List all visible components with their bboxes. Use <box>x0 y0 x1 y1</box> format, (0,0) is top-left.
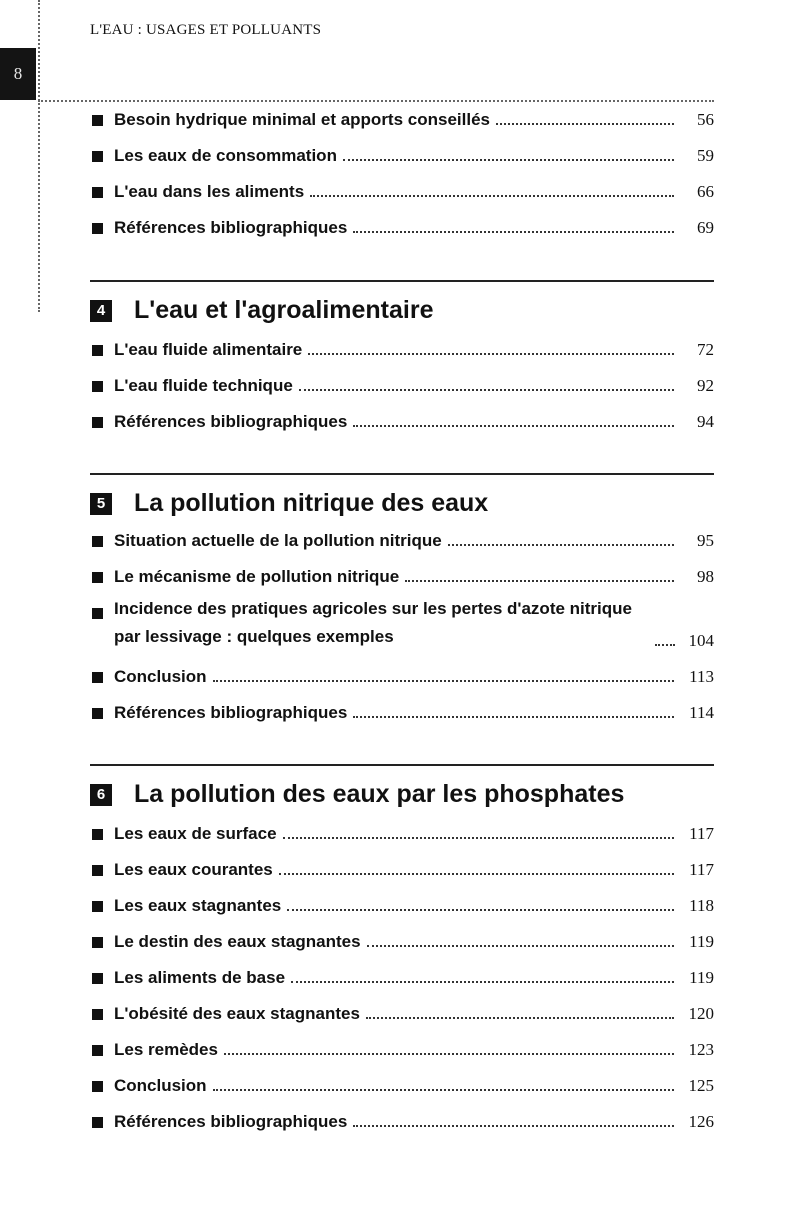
toc-entry-page: 120 <box>688 1004 714 1023</box>
dot-leader <box>353 425 674 427</box>
dot-leader <box>655 644 675 646</box>
dot-leader <box>353 716 674 718</box>
dot-leader <box>224 1053 674 1055</box>
toc-entry[interactable] <box>90 850 714 886</box>
toc-entry[interactable] <box>90 1066 714 1102</box>
toc-entry-label: Situation actuelle de la pollution nitrique <box>114 531 442 550</box>
dot-leader <box>366 1017 674 1019</box>
dot-leader <box>283 837 674 839</box>
toc-entry-label: Les eaux de surface <box>114 824 277 843</box>
toc-entry-page: 118 <box>689 896 714 915</box>
toc-entry-page: 69 <box>697 218 714 237</box>
bullet-square-icon <box>92 1045 103 1056</box>
toc-entry-page: 72 <box>697 340 714 359</box>
dot-leader <box>213 1089 674 1091</box>
toc-entry-page: 98 <box>697 567 714 586</box>
bullet-square-icon <box>92 417 103 428</box>
chapter-number-badge: 6 <box>90 784 112 806</box>
page-number-tab: 8 <box>0 48 36 100</box>
dot-leader <box>287 909 674 911</box>
toc-entry-label: L'obésité des eaux stagnantes <box>114 1004 360 1023</box>
bullet-square-icon <box>92 536 103 547</box>
toc-entry[interactable] <box>90 366 714 402</box>
dot-leader <box>343 159 674 161</box>
toc-chapter-5 <box>90 521 714 729</box>
chapter-number-badge: 4 <box>90 300 112 322</box>
toc-entry-label: Incidence des pratiques agricoles sur les pertes d'azote nitrique par lessivage : quelques exemples <box>114 599 632 646</box>
toc-entry-page: 119 <box>689 932 714 951</box>
toc-entry[interactable] <box>90 886 714 922</box>
dot-leader <box>310 195 674 197</box>
dot-leader <box>353 231 674 233</box>
toc-entry-label: Références bibliographiques <box>114 218 348 237</box>
toc-entry-page: 92 <box>697 376 714 395</box>
bullet-square-icon <box>92 1117 103 1128</box>
bullet-square-icon <box>92 901 103 912</box>
chapter-6-heading[interactable] <box>90 764 714 809</box>
toc-entry-label: Références bibliographiques <box>114 412 348 431</box>
bullet-square-icon <box>92 608 103 619</box>
bullet-square-icon <box>92 865 103 876</box>
bullet-square-icon <box>92 223 103 234</box>
toc-entry[interactable] <box>90 402 714 438</box>
bullet-square-icon <box>92 115 103 126</box>
toc-entry-label: L'eau fluide technique <box>114 376 293 395</box>
bullet-square-icon <box>92 973 103 984</box>
running-header: L'EAU : USAGES ET POLLUANTS <box>90 22 322 38</box>
toc-entry-label: Les eaux stagnantes <box>114 896 282 915</box>
toc-entry-label: Le mécanisme de pollution nitrique <box>114 567 400 586</box>
dot-leader <box>496 123 674 125</box>
toc-entry-label: Les eaux courantes <box>114 860 273 879</box>
toc-entry-label: Conclusion <box>114 1076 207 1095</box>
toc-entry-page: 56 <box>697 110 714 129</box>
toc-entry-label: Références bibliographiques <box>114 703 348 722</box>
toc-entry[interactable] <box>90 136 714 172</box>
toc-entry[interactable] <box>90 208 714 244</box>
bullet-square-icon <box>92 829 103 840</box>
toc-entry-label: Les eaux de consommation <box>114 146 337 165</box>
toc-entry-page: 66 <box>697 182 714 201</box>
toc-entry-page: 126 <box>688 1112 714 1131</box>
toc-entry[interactable] <box>90 100 714 136</box>
dotted-margin-rule <box>38 0 40 312</box>
chapter-number-badge: 5 <box>90 493 112 515</box>
dot-leader <box>308 353 674 355</box>
toc-entry-page: 59 <box>697 146 714 165</box>
toc-chapter-6 <box>90 814 714 1138</box>
toc-entry[interactable] <box>90 994 714 1030</box>
toc-entry-page: 114 <box>689 703 714 722</box>
dot-leader <box>279 873 674 875</box>
bullet-square-icon <box>92 187 103 198</box>
toc-entry-label: Références bibliographiques <box>114 1112 348 1131</box>
bullet-square-icon <box>92 381 103 392</box>
bullet-square-icon <box>92 1081 103 1092</box>
bullet-square-icon <box>92 708 103 719</box>
toc-entry[interactable] <box>90 330 714 366</box>
toc-entry[interactable] <box>90 922 714 958</box>
toc-entry[interactable] <box>90 693 714 729</box>
toc-entry-label: L'eau fluide alimentaire <box>114 340 303 359</box>
toc-entry-page: 125 <box>688 1076 714 1095</box>
toc-entry[interactable] <box>90 521 714 557</box>
toc-entry-page: 117 <box>689 824 714 843</box>
dot-leader <box>213 680 674 682</box>
toc-entry-label: Les remèdes <box>114 1040 218 1059</box>
chapter-4-heading[interactable] <box>90 280 714 325</box>
toc-entry[interactable] <box>90 593 714 657</box>
bullet-square-icon <box>92 151 103 162</box>
dot-leader <box>291 981 674 983</box>
dot-leader <box>353 1125 674 1127</box>
toc-entry-page: 104 <box>688 631 714 650</box>
toc-entry-page: 123 <box>688 1040 714 1059</box>
toc-entry-label: Le destin des eaux stagnantes <box>114 932 361 951</box>
toc-section-top <box>90 100 714 244</box>
toc-chapter-4 <box>90 330 714 438</box>
toc-entry-page: 94 <box>697 412 714 431</box>
toc-entry-page: 113 <box>689 667 714 686</box>
toc-entry-page: 95 <box>697 531 714 550</box>
dot-leader <box>299 389 674 391</box>
dot-leader <box>405 580 674 582</box>
chapter-title: L'eau et l'agroalimentaire <box>134 296 434 324</box>
chapter-title: La pollution nitrique des eaux <box>134 489 489 517</box>
toc-entry[interactable] <box>90 1102 714 1138</box>
toc-entry-page: 117 <box>689 860 714 879</box>
toc-entry-page: 119 <box>689 968 714 987</box>
dot-leader <box>367 945 674 947</box>
toc-entry-label: Besoin hydrique minimal et apports conseillés <box>114 110 490 129</box>
toc-entry[interactable] <box>90 1030 714 1066</box>
toc-entry[interactable] <box>90 557 714 593</box>
bullet-square-icon <box>92 345 103 356</box>
toc-entry[interactable] <box>90 172 714 208</box>
toc-entry-label: Conclusion <box>114 667 207 686</box>
toc-entry[interactable] <box>90 958 714 994</box>
dot-leader <box>448 544 674 546</box>
toc-entry[interactable] <box>90 657 714 693</box>
bullet-square-icon <box>92 572 103 583</box>
toc-entry-label: Les aliments de base <box>114 968 286 987</box>
toc-entry[interactable] <box>90 814 714 850</box>
bullet-square-icon <box>92 937 103 948</box>
chapter-title: La pollution des eaux par les phosphates <box>134 780 625 808</box>
chapter-5-heading[interactable] <box>90 473 714 518</box>
bullet-square-icon <box>92 672 103 683</box>
toc-entry-label: L'eau dans les aliments <box>114 182 305 201</box>
bullet-square-icon <box>92 1009 103 1020</box>
